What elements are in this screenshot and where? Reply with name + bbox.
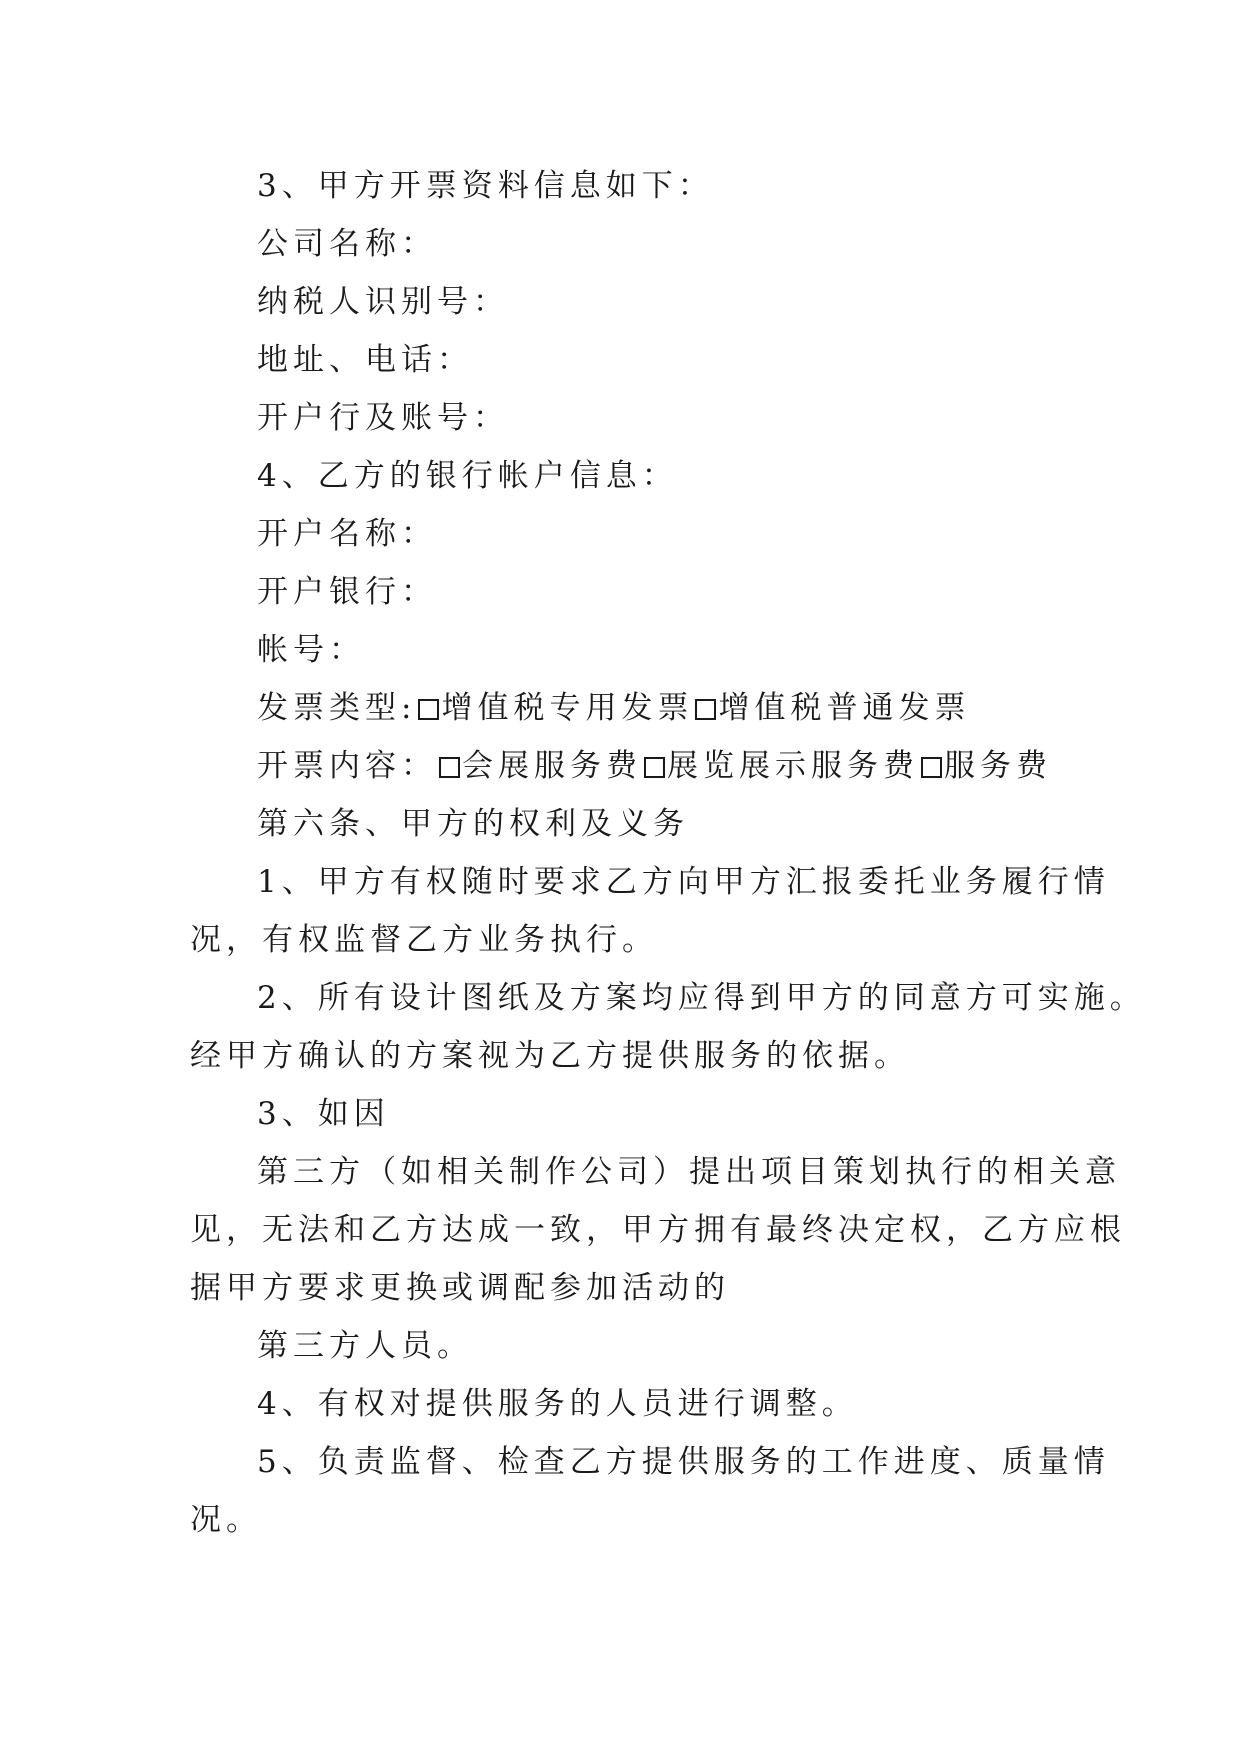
paragraph-3-line-3: 见，无法和乙方达成一致，甲方拥有最终决定权，乙方应根	[190, 1212, 1126, 1248]
bank-name-label: 开户银行：	[257, 574, 437, 610]
paragraph-5-line-1: 5、负责监督、检查乙方提供服务的工作进度、质量情	[257, 1444, 1110, 1480]
paragraph-3-line-4: 据甲方要求更换或调配参加活动的	[190, 1270, 730, 1306]
paragraph-1-line-1: 1、甲方有权随时要求乙方向甲方汇报委托业务履行情	[257, 864, 1110, 900]
bank-account-label: 开户行及账号：	[257, 400, 509, 436]
paragraph-1-line-2: 况，有权监督乙方业务执行。	[190, 922, 658, 958]
paragraph-3-line-2: 第三方（如相关制作公司）提出项目策划执行的相关意	[257, 1154, 1121, 1190]
invoice-content-line	[257, 746, 1052, 786]
bank-info-heading: 4、乙方的银行帐户信息：	[257, 458, 678, 494]
checkbox-icon	[644, 757, 665, 778]
checkbox-icon	[695, 699, 716, 720]
invoice-content-label: 开票内容：	[257, 748, 437, 784]
invoice-type-line	[257, 688, 970, 728]
checkbox-icon	[439, 757, 460, 778]
exhibition-service-fee-option: 会展服务费	[462, 748, 642, 784]
vat-special-invoice-option: 增值税专用发票	[441, 690, 694, 726]
checkbox-icon	[418, 699, 439, 720]
invoice-info-heading: 3、甲方开票资料信息如下：	[257, 168, 714, 204]
paragraph-2-line-2: 经甲方确认的方案视为乙方提供服务的依据。	[190, 1038, 910, 1074]
checkbox-icon	[921, 757, 942, 778]
article-six-heading: 第六条、甲方的权利及义务	[257, 806, 689, 842]
paragraph-4: 4、有权对提供服务的人员进行调整。	[257, 1386, 858, 1422]
account-name-label: 开户名称：	[257, 516, 437, 552]
vat-general-invoice-option: 增值税普通发票	[718, 690, 971, 726]
account-number-label: 帐号：	[257, 632, 365, 668]
paragraph-5-line-2: 况。	[190, 1502, 262, 1538]
service-fee-option: 服务费	[944, 748, 1052, 784]
display-service-fee-option: 展览展示服务费	[667, 748, 919, 784]
paragraph-3-line-5: 第三方人员。	[257, 1328, 473, 1364]
paragraph-3-line-1: 3、如因	[257, 1096, 390, 1132]
invoice-type-label: 发票类型:	[257, 690, 417, 726]
paragraph-2-line-1: 2、所有设计图纸及方案均应得到甲方的同意方可实施。	[257, 980, 1146, 1016]
taxpayer-id-label: 纳税人识别号：	[257, 284, 509, 320]
address-phone-label: 地址、电话：	[257, 342, 473, 378]
company-name-label: 公司名称：	[257, 226, 437, 262]
